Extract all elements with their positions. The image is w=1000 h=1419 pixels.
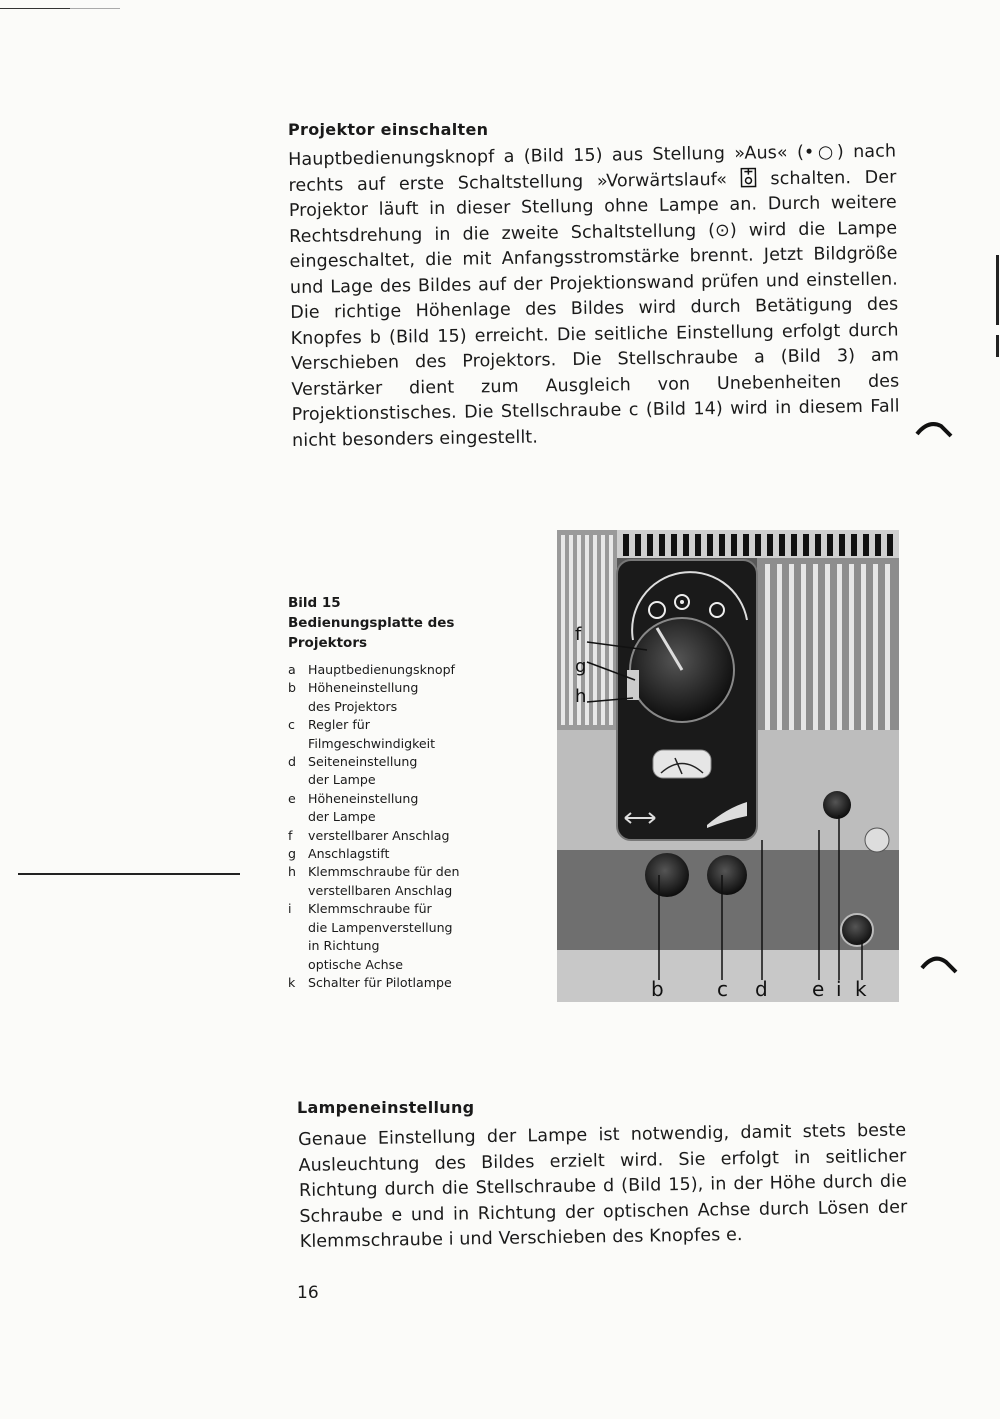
page-number: 16 (297, 1283, 319, 1303)
base-highlight (557, 950, 899, 1002)
legend-item (288, 845, 518, 863)
photo-label-i: i (836, 977, 842, 1001)
photo-label-k: k (855, 977, 867, 1001)
scan-artifact-rule (18, 873, 240, 875)
legend-text: Schalter für Pilotlampe (308, 974, 452, 990)
photo-label-c: c (717, 977, 728, 1001)
section-body (288, 140, 900, 454)
legend-item (288, 900, 518, 974)
lamp-position-marker-dot (680, 600, 684, 604)
legend-key: f (288, 827, 293, 843)
top-cooling-slots (617, 530, 899, 558)
photo-label-g: g (575, 656, 587, 677)
legend-item (288, 716, 518, 753)
legend-text: Hauptbedienungsknopf (308, 662, 455, 677)
section-heading: Projektor einschalten (288, 120, 489, 139)
legend-text: verstellbarer Anschlag (308, 827, 450, 843)
legend-key: g (288, 846, 296, 862)
legend-key: a (288, 662, 296, 677)
scan-artifact-line-faint (70, 8, 120, 9)
legend-item (288, 827, 518, 845)
figure-legend (288, 661, 518, 992)
photo-label-d: d (755, 977, 768, 1001)
section-body: Genaue Einstellung der Lampe ist notwendig, damit stets beste Ausleuchtung des Bildes erzielt wird. Sie erfolgt in seitlicher Richtung durch die Stellschraube d (Bild 15), in der Höhe durch die Schraube e und in Richtung der optischen Achse durch Lösen der Klemmschraube i und Verschieben des Knopfes e. (298, 1120, 908, 1252)
legend-key: c (288, 717, 295, 733)
photo-label-h: h (575, 686, 587, 707)
legend-item (288, 753, 518, 790)
legend-text: Klemmschraube für den verstellbaren Anschlag (308, 864, 460, 898)
figure-caption (288, 593, 518, 992)
legend-item (288, 790, 518, 827)
legend-key: h (288, 864, 296, 880)
legend-key: i (288, 901, 292, 917)
scan-artifact-mark (915, 412, 955, 442)
projector-control-panel-photo (557, 530, 899, 1002)
projector-illustration (557, 530, 899, 1002)
right-edge-mark (996, 335, 999, 357)
right-edge-mark (996, 255, 999, 325)
legend-text: Höheneinstellung des Projektors (308, 680, 419, 714)
legend-text: Klemmschraube für die Lampenverstellung in Richtung optische Achse (308, 901, 453, 972)
legend-text: Anschlagstift (308, 846, 390, 862)
forward-run-symbol-icon (741, 167, 757, 187)
scan-artifact-mark (920, 950, 960, 980)
right-cooling-fins (757, 558, 899, 738)
legend-item (288, 863, 518, 900)
figure-title: Bild 15 (288, 595, 341, 611)
legend-key: k (288, 974, 296, 990)
body-text-part: Hauptbedienungsknopf a (Bild 15) aus Stellung »Aus« (•○) nach rechts auf erste Schaltstellung »Vorwärtslauf« (288, 141, 897, 196)
legend-item (288, 661, 518, 679)
legend-key: e (288, 790, 296, 806)
legend-text: Regler für Filmgeschwindigkeit (308, 717, 436, 751)
legend-item (288, 974, 518, 992)
body-text-part: schalten. Der Projektor läuft in dieser Stellung ohne Lampe an. Durch weitere Rechtsdrehung in die zweite Schaltstellung (⊙) wird die Lampe eingeschaltet, die mit Anfangsstromstärke brennt. Jetzt Bildgröße und Lage des Bildes auf der Projektionswand prüfen und einstellen. Die richtige Höhenlage des Bildes wird durch Betätigung des Knopfes b (Bild 15) erreicht. Die seitliche Einstellung erfolgt durch Verschieben des Projektors. Die Stellschraube a (Bild 3) am Verstärker dient zum Ausgleich von Unebenheiten des Projektionstisches. Die Stellschraube c (Bild 14) wird in diesem Fall nicht besonders eingestellt. (288, 167, 900, 451)
legend-key: d (288, 754, 296, 770)
legend-item (288, 679, 518, 716)
legend-text: Höheneinstellung der Lampe (308, 790, 419, 825)
pilot-lamp-switch (823, 791, 851, 819)
stop-adjuster (627, 670, 639, 700)
section-heading: Lampeneinstellung (297, 1098, 475, 1117)
legend-key: b (288, 680, 296, 696)
photo-label-e: e (812, 977, 825, 1001)
scan-artifact-line (0, 8, 70, 9)
photo-label-b: b (651, 977, 664, 1001)
figure-subtitle: Bedienungsplatte des Projektors (288, 615, 455, 651)
legend-text: Seiteneinstellung der Lampe (308, 754, 418, 788)
photo-label-f: f (575, 624, 582, 645)
